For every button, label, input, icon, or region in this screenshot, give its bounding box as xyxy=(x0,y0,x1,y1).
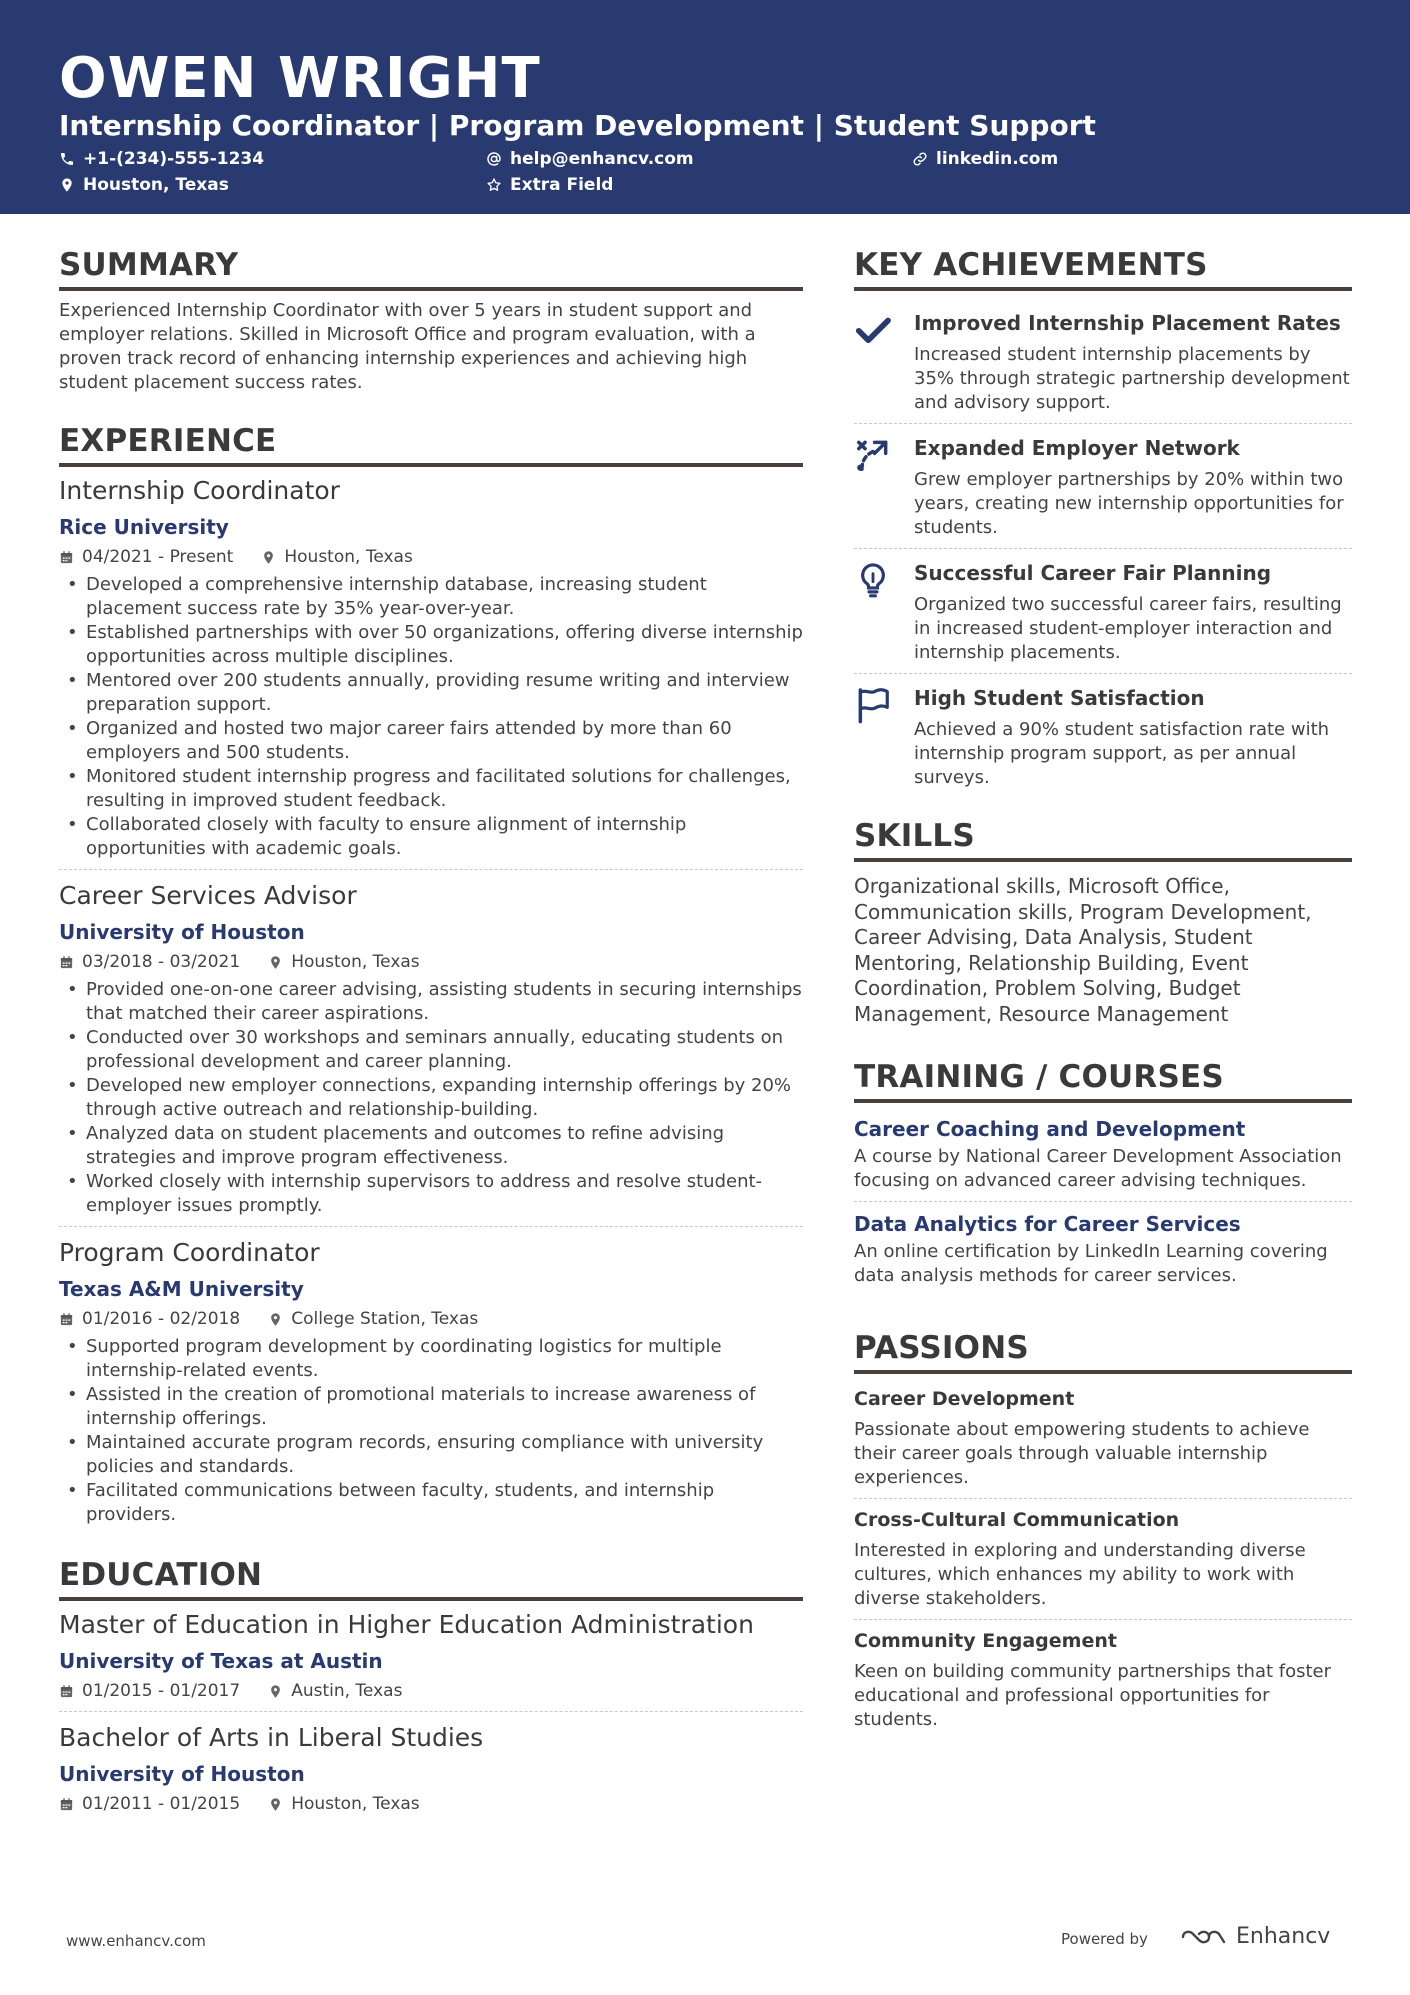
summary-heading: SUMMARY xyxy=(59,245,803,291)
linkedin-link[interactable]: linkedin.com xyxy=(936,149,1059,169)
education-location: Houston, Texas xyxy=(291,1794,420,1814)
education-meta xyxy=(59,1792,803,1816)
experience-heading: EXPERIENCE xyxy=(59,421,803,467)
location-pin-icon xyxy=(268,1797,283,1812)
contact-extra xyxy=(486,174,613,196)
company-name: University of Houston xyxy=(59,920,305,944)
passion-title: Career Development xyxy=(854,1388,1075,1410)
bullet-item: • Monitored student internship progress and facilitated solutions for challenges, resulting in improved student feedback. xyxy=(59,765,803,813)
experience-item xyxy=(59,475,803,869)
degree-title: Bachelor of Arts in Liberal Studies xyxy=(59,1723,484,1752)
bullet-item: • Assisted in the creation of promotional materials to increase awareness of internship offerings. xyxy=(59,1383,803,1431)
bullet-item: • Analyzed data on student placements and outcomes to refine advising strategies and improve program effectiveness. xyxy=(59,1122,803,1170)
achievement-title: Successful Career Fair Planning xyxy=(914,561,1272,585)
achievement-item xyxy=(854,673,1352,798)
course-title: Career Coaching and Development xyxy=(854,1117,1246,1141)
bullet-item: • Conducted over 30 workshops and seminars annually, educating students on professional development and career planning. xyxy=(59,1026,803,1074)
education-dates: 01/2011 - 01/2015 xyxy=(82,1794,241,1814)
lightbulb-icon xyxy=(854,561,892,599)
education-item xyxy=(59,1609,803,1711)
achievement-title: Expanded Employer Network xyxy=(914,436,1240,460)
job-title: Career Services Advisor xyxy=(59,881,357,910)
job-title: Program Coordinator xyxy=(59,1238,320,1267)
contact-linkedin xyxy=(912,148,1058,170)
job-meta xyxy=(59,1307,803,1331)
job-meta xyxy=(59,545,803,569)
location-pin-icon xyxy=(59,177,75,193)
achievements-heading: KEY ACHIEVEMENTS xyxy=(854,245,1352,291)
job-bullets xyxy=(59,573,803,861)
phone-icon xyxy=(59,151,75,167)
education-heading: EDUCATION xyxy=(59,1555,803,1601)
bullet-item: • Established partnerships with over 50 organizations, offering diverse internship opportunities across multiple disciplines. xyxy=(59,621,803,669)
strategy-arrow-icon xyxy=(854,436,892,474)
star-icon xyxy=(486,177,502,193)
location-pin-icon xyxy=(268,1684,283,1699)
passion-title: Community Engagement xyxy=(854,1630,1117,1652)
location-pin-icon xyxy=(268,955,283,970)
passion-item xyxy=(854,1498,1352,1619)
location-text: Houston, Texas xyxy=(83,175,229,195)
passion-desc: Keen on building community partnerships that foster educational and professional opportunities for students. xyxy=(854,1661,1332,1730)
job-bullets xyxy=(59,1335,803,1527)
education-meta xyxy=(59,1679,803,1703)
bullet-item: • Developed new employer connections, expanding internship offerings by 20% through active outreach and relationship-building. xyxy=(59,1074,803,1122)
education-item xyxy=(59,1711,803,1824)
job-dates: 03/2018 - 03/2021 xyxy=(82,952,241,972)
job-dates: 01/2016 - 02/2018 xyxy=(82,1309,241,1329)
calendar-icon xyxy=(59,955,74,970)
passions-heading: PASSIONS xyxy=(854,1328,1352,1374)
calendar-icon xyxy=(59,550,74,565)
passion-item xyxy=(854,1382,1352,1498)
candidate-headline: Internship Coordinator | Program Development | Student Support xyxy=(59,109,1096,142)
contact-phone xyxy=(59,148,264,170)
experience-item xyxy=(59,869,803,1226)
course-title: Data Analytics for Career Services xyxy=(854,1212,1241,1236)
company-name: Rice University xyxy=(59,515,229,539)
resume-header xyxy=(0,0,1410,214)
skills-list: Organizational skills, Microsoft Office, Communication skills, Program Development, Career Advising, Data Analysis, Student Mentoring, Relationship Building, Event Coordination, Problem Solving, Budget Management, Resource Management xyxy=(854,874,1312,1026)
training-heading: TRAINING / COURSES xyxy=(854,1057,1352,1103)
education-dates: 01/2015 - 01/2017 xyxy=(82,1681,241,1701)
passion-item xyxy=(854,1619,1352,1740)
calendar-icon xyxy=(59,1684,74,1699)
experience-item xyxy=(59,1226,803,1535)
course-item xyxy=(854,1111,1352,1201)
company-name: Texas A&M University xyxy=(59,1277,304,1301)
bullet-item: • Supported program development by coordinating logistics for multiple internship-related events. xyxy=(59,1335,803,1383)
checkmark-icon xyxy=(854,311,892,349)
email-link[interactable]: help@enhancv.com xyxy=(510,149,694,169)
bullet-item: • Developed a comprehensive internship database, increasing student placement success rate by 35% year-over-year. xyxy=(59,573,803,621)
job-title: Internship Coordinator xyxy=(59,476,340,505)
link-icon xyxy=(912,151,928,167)
footer-url[interactable]: www.enhancv.com xyxy=(66,1932,206,1950)
summary-text: Experienced Internship Coordinator with over 5 years in student support and employer relations. Skilled in Microsoft Office and program evaluation, with a proven track record of enhancing internship experiences and achieving high student placement success rates. xyxy=(59,300,756,393)
contact-email xyxy=(486,148,694,170)
calendar-icon xyxy=(59,1312,74,1327)
skills-heading: SKILLS xyxy=(854,816,1352,862)
bullet-item: • Worked closely with internship supervisors to address and resolve student-employer issues promptly. xyxy=(59,1170,803,1218)
achievement-desc: Increased student internship placements by 35% through strategic partnership development and advisory support. xyxy=(914,344,1350,413)
bullet-item: • Collaborated closely with faculty to ensure alignment of internship opportunities with academic goals. xyxy=(59,813,803,861)
job-dates: 04/2021 - Present xyxy=(82,547,234,567)
job-location: College Station, Texas xyxy=(291,1309,479,1329)
bullet-item: • Facilitated communications between faculty, students, and internship providers. xyxy=(59,1479,803,1527)
course-desc: An online certification by LinkedIn Learning covering data analysis methods for career services. xyxy=(854,1241,1328,1286)
achievement-item xyxy=(854,548,1352,673)
at-icon xyxy=(486,151,502,167)
left-column xyxy=(59,245,803,1824)
passion-title: Cross-Cultural Communication xyxy=(854,1509,1180,1531)
achievement-desc: Organized two successful career fairs, resulting in increased student-employer interaction and internship placements. xyxy=(914,594,1342,663)
achievement-item xyxy=(854,423,1352,548)
calendar-icon xyxy=(59,1797,74,1812)
contact-location xyxy=(59,174,229,196)
location-pin-icon xyxy=(268,1312,283,1327)
job-location: Houston, Texas xyxy=(291,952,420,972)
extra-field-text: Extra Field xyxy=(510,175,614,195)
course-item xyxy=(854,1201,1352,1296)
candidate-name: OWEN WRIGHT xyxy=(59,46,541,111)
achievement-item xyxy=(854,299,1352,423)
achievement-title: High Student Satisfaction xyxy=(914,686,1205,710)
bullet-item: • Organized and hosted two major career fairs attended by more than 60 employers and 500 students. xyxy=(59,717,803,765)
right-column xyxy=(854,245,1352,1740)
achievement-desc: Achieved a 90% student satisfaction rate with internship program support, as per annual surveys. xyxy=(914,719,1330,788)
phone-text[interactable]: +1-(234)-555-1234 xyxy=(83,149,265,169)
course-desc: A course by National Career Development Association focusing on advanced career advising techniques. xyxy=(854,1146,1342,1191)
education-location: Austin, Texas xyxy=(291,1681,403,1701)
flag-icon xyxy=(854,686,892,724)
bullet-item: • Maintained accurate program records, ensuring compliance with university policies and standards. xyxy=(59,1431,803,1479)
brand-name: Enhancv xyxy=(1236,1924,1331,1949)
achievement-desc: Grew employer partnerships by 20% within two years, creating new internship opportunities for students. xyxy=(914,469,1344,538)
job-location: Houston, Texas xyxy=(284,547,413,567)
job-meta xyxy=(59,950,803,974)
powered-by-label: Powered by xyxy=(1061,1930,1148,1948)
degree-title: Master of Education in Higher Education Administration xyxy=(59,1610,754,1639)
bullet-item: • Mentored over 200 students annually, providing resume writing and interview preparation support. xyxy=(59,669,803,717)
job-bullets xyxy=(59,978,803,1218)
achievement-title: Improved Internship Placement Rates xyxy=(914,311,1341,335)
passion-desc: Interested in exploring and understanding diverse cultures, which enhances my ability to work with diverse stakeholders. xyxy=(854,1540,1306,1609)
enhancv-logo-icon xyxy=(1180,1925,1228,1949)
location-pin-icon xyxy=(261,550,276,565)
school-name: University of Texas at Austin xyxy=(59,1649,383,1673)
brand-logo[interactable] xyxy=(1180,1924,1330,1949)
passion-desc: Passionate about empowering students to achieve their career goals through valuable internship experiences. xyxy=(854,1419,1310,1488)
bullet-item: • Provided one-on-one career advising, assisting students in securing internships that matched their career aspirations. xyxy=(59,978,803,1026)
school-name: University of Houston xyxy=(59,1762,305,1786)
